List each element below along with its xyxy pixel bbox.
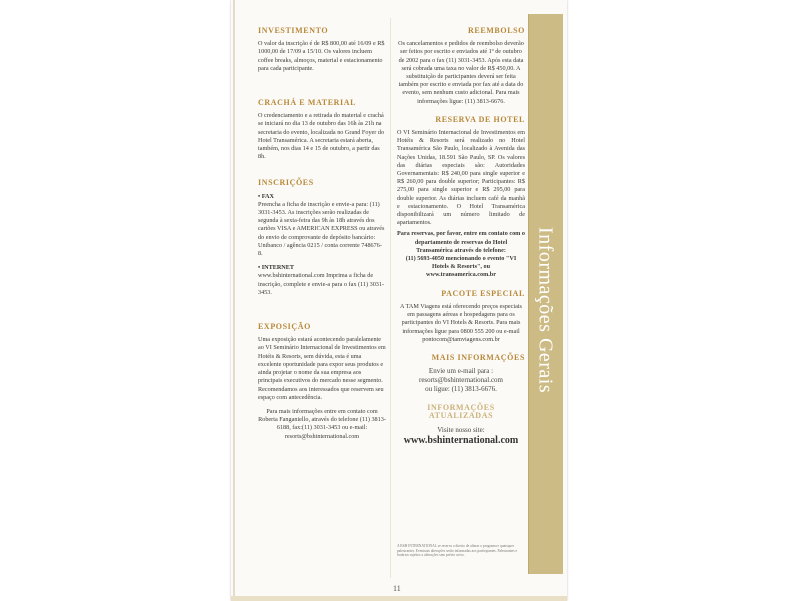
- bottom-strip: [231, 596, 567, 601]
- reserva-site-link[interactable]: www.transamerica.com.br: [426, 271, 496, 279]
- page-number: 11: [393, 584, 401, 593]
- section-atualizadas: [397, 404, 525, 445]
- reserva-cta: Para reservas, por favor, entre em contato com o departamento de reservas do Hotel Transamérica através do telefone:: [397, 230, 525, 254]
- section-investimento: [258, 27, 386, 73]
- reserva-title: RESERVA DE HOTEL: [435, 114, 525, 124]
- reembolso-title: REEMBOLSO: [468, 26, 525, 35]
- page-spine: [233, 0, 235, 601]
- section-inscricoes: [258, 179, 386, 297]
- right-column: [397, 27, 525, 455]
- atualizadas-line1: Visite nosso site:: [437, 425, 485, 434]
- investimento-title: INVESTIMENTO: [258, 26, 329, 35]
- section-mais-informacoes: [397, 354, 525, 394]
- fax-label: • FAX: [258, 192, 274, 200]
- footnote: A BSH INTERNATIONAL se reserva o direito de alterar o programa e quaisquer palestrantes. Eventuais alterações serão informadas aos participantes. Palestrantes e horários sujeitos a alterações sem prévio aviso.: [397, 544, 518, 558]
- mais-info-title: MAIS INFORMAÇÕES: [431, 352, 525, 362]
- atualizadas-title: INFORMAÇÕES ATUALIZADAS: [427, 403, 495, 421]
- mais-info-block: [397, 367, 525, 394]
- exposicao-title: EXPOSIÇÃO: [258, 322, 311, 332]
- exposicao-body: Uma exposição estará acontecendo paralelamente ao VI Seminário Internacional de Investimentos em Hotéis & Resorts, sem dúvida, esta é uma excelente oportunidade para expor seus produtos e ainda projetar o nome da sua empresa aos principais executivos do mercado nesse segmento. Recomendamos aos interessados que reservem seu espaço com antecedência.: [258, 336, 386, 401]
- exposicao-contact: Para mais informações entre em contato com Roberta Fanganiello, através do telefone (11) 3813-6188, fax:(11) 3031-3453 ou e-mail: resorts@bshinternational.com: [258, 407, 386, 440]
- sidebar-title-text: Informações Gerais: [534, 226, 557, 394]
- internet-body: www.bshinternational.com Imprima a ficha de inscrição, complete e envie-a para o fax (11) 3031-3453.: [258, 272, 385, 296]
- reserva-phone: (11) 5693-4050 mencionando o evento "VI Hotels & Resorts", ou: [405, 255, 517, 271]
- section-cracha: [258, 99, 386, 161]
- left-column: [258, 27, 386, 451]
- mais-info-line1: Envie um e-mail para :: [428, 367, 494, 376]
- fax-body: Preencha a ficha de inscrição e envie-a para: (11) 3031-3453. As inscrições serão realizadas de segunda à sexta-feira das 9h às 18h através dos cartões VISA e AMERICAN EXPRESS ou através do envio de comprovante de depósito bancário: Unibanco / agência 0215 / conta corrente 748676-8.: [258, 200, 385, 258]
- section-pacote: [397, 290, 525, 344]
- section-reembolso: [397, 27, 525, 106]
- inscricoes-title: INSCRIÇÕES: [258, 178, 314, 188]
- pacote-body: A TAM Viagens está oferecendo preços especiais em passagens aéreas e hospedagens para os participantes do VI Hotels & Resorts. Para mais informações ligue para 0800 555 200 ou e-mail pontocom@tamviagens.com.br: [400, 302, 522, 343]
- pacote-title: PACOTE ESPECIAL: [441, 288, 525, 298]
- reserva-body: O VI Seminário Internacional de Investimentos em Hotéis & Resorts será realizado no Hotel Transamérica São Paulo, localizado à Avenida das Nações Unidas, 18.591 São Paulo, SP. Os valores das diárias especiais são: Autoridades Governamentais: R$ 240,00 para single superior e R$ 260,00 para double superior; Participantes: R$ 275,00 para single superior e R$ 295,00 para double superior. As diárias incluem café da manhã e estacionamento. O Hotel Transamérica disponibilizará um número limitado de apartamentos.: [397, 129, 525, 227]
- investimento-body: O valor da inscrição é de R$ 800,00 até 16/09 e R$ 1000,00 de 17/09 a 15/10. Os valores incluem coffee breaks, almoços, material e estacionamento para cada participante.: [258, 40, 385, 72]
- mais-info-phone: ou ligue: (11) 3813-6676.: [425, 385, 497, 394]
- column-divider: [390, 18, 391, 578]
- section-exposicao: [258, 323, 386, 441]
- sidebar-title: [530, 220, 560, 400]
- cracha-title: CRACHÁ E MATERIAL: [258, 98, 357, 108]
- section-reserva: [397, 116, 525, 280]
- atualizadas-site-link[interactable]: www.bshinternational.com: [403, 434, 519, 446]
- internet-label: • INTERNET: [258, 264, 295, 272]
- cracha-body: O credenciamento e a retirada do material e crachá se iniciará no dia 13 de outubro das 16h às 21h na secretaria do evento, localizada no Grand Foyer do Hotel Transamérica. A secretaria estará aberta, também, nos dias 14 e 15 de outubro, a partir das 8h.: [258, 112, 385, 161]
- mais-info-email-link[interactable]: resorts@bshinternational.com: [418, 376, 503, 385]
- reembolso-body: Os cancelamentos e pedidos de reembolso deverão ser feitos por escrito e enviados até 1º de outubro de 2002 para o fax (11) 3031-3453. Após esta data será cobrada uma taxa no valor de R$ 450,00. A substituição de participantes deverá ser feita também por escrito e enviada por fax até a data do evento, sem nenhum custo adicional. Para mais informações ligue: (11) 3813-6676.: [398, 40, 524, 105]
